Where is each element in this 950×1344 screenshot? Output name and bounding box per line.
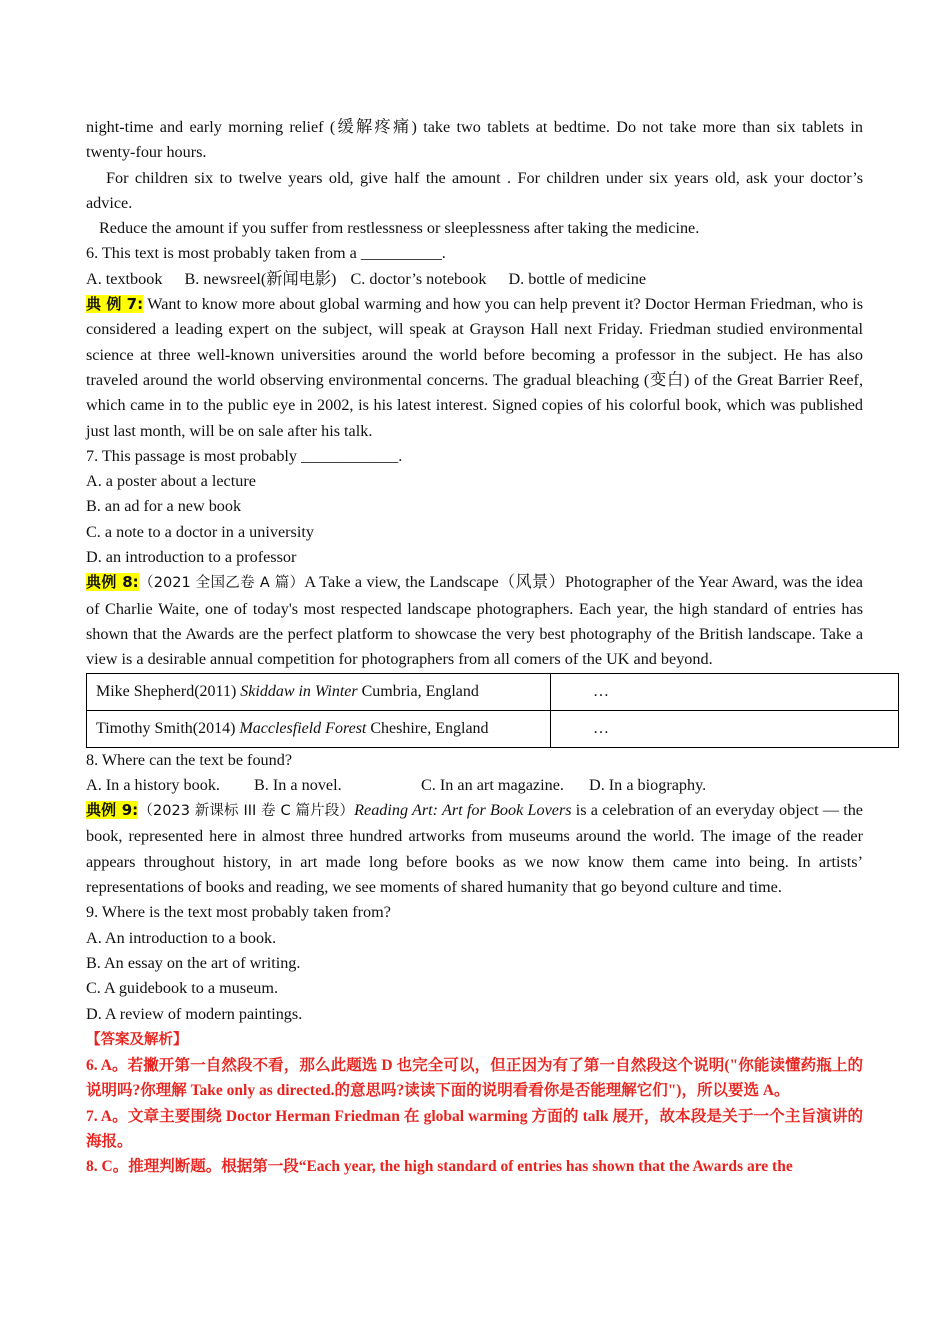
question-7-option-b: B. an ad for a new book <box>86 497 242 516</box>
question-9: 9. Where is the text most probably taken from? <box>86 903 391 922</box>
example-9-paragraph <box>86 798 863 900</box>
example-7-label: 典 例 7: <box>86 295 144 314</box>
work-title: Skiddaw in Winter <box>240 682 358 700</box>
example-8-label: 典例 8: <box>86 573 139 592</box>
table-row <box>87 673 899 710</box>
question-6-options <box>86 267 863 292</box>
question-7: 7. This passage is most probably ____________. <box>86 446 403 465</box>
intro-paragraph-1: night-time and early morning relief (缓解疼痛) take two tablets at bedtime. Do not take more than six tablets in twenty-four hours. <box>86 118 863 162</box>
option-d: D. In a biography. <box>589 775 707 794</box>
table-cell-ellipsis: … <box>551 673 899 710</box>
option-b: B. In a novel. <box>254 775 342 794</box>
answers-heading: 【答案及解析】 <box>86 1031 188 1048</box>
question-9-option-b: B. An essay on the art of writing. <box>86 953 301 972</box>
work-title: Macclesfield Forest <box>239 719 367 737</box>
option-a: A. textbook <box>86 269 163 288</box>
intro-paragraph-3: Reduce the amount if you suffer from restlessness or sleeplessness after taking the medicine. <box>99 219 700 238</box>
option-a: A. In a history book. <box>86 775 220 794</box>
example-8-text: A Take a view, the Landscape（风景）Photographer of the Year Award, was the idea of Charlie Waite, one of today's most respected landscape photographers. Each year, the high standard of entries has shown that the Awards are the perfect platform to showcase the very best photography of the British landscape. Take a view is a desirable annual competition for photographers from all comers of the UK and beyond. <box>86 573 863 669</box>
table-row <box>87 710 899 747</box>
document-page <box>86 115 863 1180</box>
table-cell: Timothy Smith(2014) Macclesfield Forest Cheshire, England <box>87 710 551 747</box>
example-9-source: （2023 新课标 III 卷 C 篇片段） <box>138 803 355 820</box>
answer-6: 6. A。若撇开第一自然段不看，那么此题选 D 也完全可以，但正因为有了第一自然段这个说明("你能读懂药瓶上的说明吗?你理解 Take only as directed.的意思吗?读读下面的说明看看你是否能理解它们")，所以要选 A。 <box>86 1057 863 1100</box>
table-cell: Mike Shepherd(2011) Skiddaw in Winter Cumbria, England <box>87 673 551 710</box>
example-9-label: 典例 9: <box>86 801 139 820</box>
answer-8: 8. C。推理判断题。根据第一段“Each year, the high standard of entries has shown that the Awards are the <box>86 1158 793 1176</box>
question-7-option-c: C. a note to a doctor in a university <box>86 522 314 541</box>
intro-paragraph-2: For children six to twelve years old, give half the amount . For children under six years old, ask your doctor’s advice. <box>86 168 863 212</box>
question-9-option-c: C. A guidebook to a museum. <box>86 979 278 998</box>
question-8: 8. Where can the text be found? <box>86 750 293 769</box>
question-6: 6. This text is most probably taken from a __________. <box>86 244 446 263</box>
question-7-option-d: D. an introduction to a professor <box>86 548 297 567</box>
photographers-table <box>86 673 899 748</box>
option-c: C. doctor’s notebook <box>350 269 487 288</box>
option-c: C. In an art magazine. <box>421 775 564 794</box>
example-9-book-title: Reading Art: Art for Book Lovers <box>354 801 572 820</box>
question-9-option-d: D. A review of modern paintings. <box>86 1004 303 1023</box>
question-7-option-a: A. a poster about a lecture <box>86 472 256 491</box>
option-b: B. newsreel(新闻电影) <box>184 269 337 288</box>
example-7-paragraph <box>86 292 863 444</box>
example-7-text: Want to know more about global warming and how you can help prevent it? Doctor Herman Friedman, who is considered a leading expert on the subject, will speak at Grayson Hall next Friday. Friedman studied environmental science at three well-known universities around the world before becoming a professor in the subject. He has also traveled around the world observing environmental concerns. The gradual bleaching (变白) of the Great Barrier Reef, which came in to the public eye in 2002, is his latest interest. Signed copies of his colorful book, which was published just last month, will be on sale after his talk. <box>86 295 863 440</box>
table-cell-ellipsis: … <box>551 710 899 747</box>
example-8-paragraph <box>86 570 863 672</box>
question-9-option-a: A. An introduction to a book. <box>86 928 277 947</box>
example-8-source: （2021 全国乙卷 A 篇） <box>138 575 305 592</box>
example-9-text: is a celebration of an everyday object — the book, represented here in almost three hundred artworks from museums around the world. The image of the reader appears throughout history, in art made long before books as we now know them came into being. In artists’ representations of books and reading, we see moments of shared humanity that go beyond culture and time. <box>86 801 863 897</box>
answer-7: 7. A。文章主要围绕 Doctor Herman Friedman 在 global warming 方面的 talk 展开，故本段是关于一个主旨演讲的海报。 <box>86 1107 863 1150</box>
question-8-options <box>86 773 863 798</box>
option-d: D. bottle of medicine <box>508 269 647 288</box>
